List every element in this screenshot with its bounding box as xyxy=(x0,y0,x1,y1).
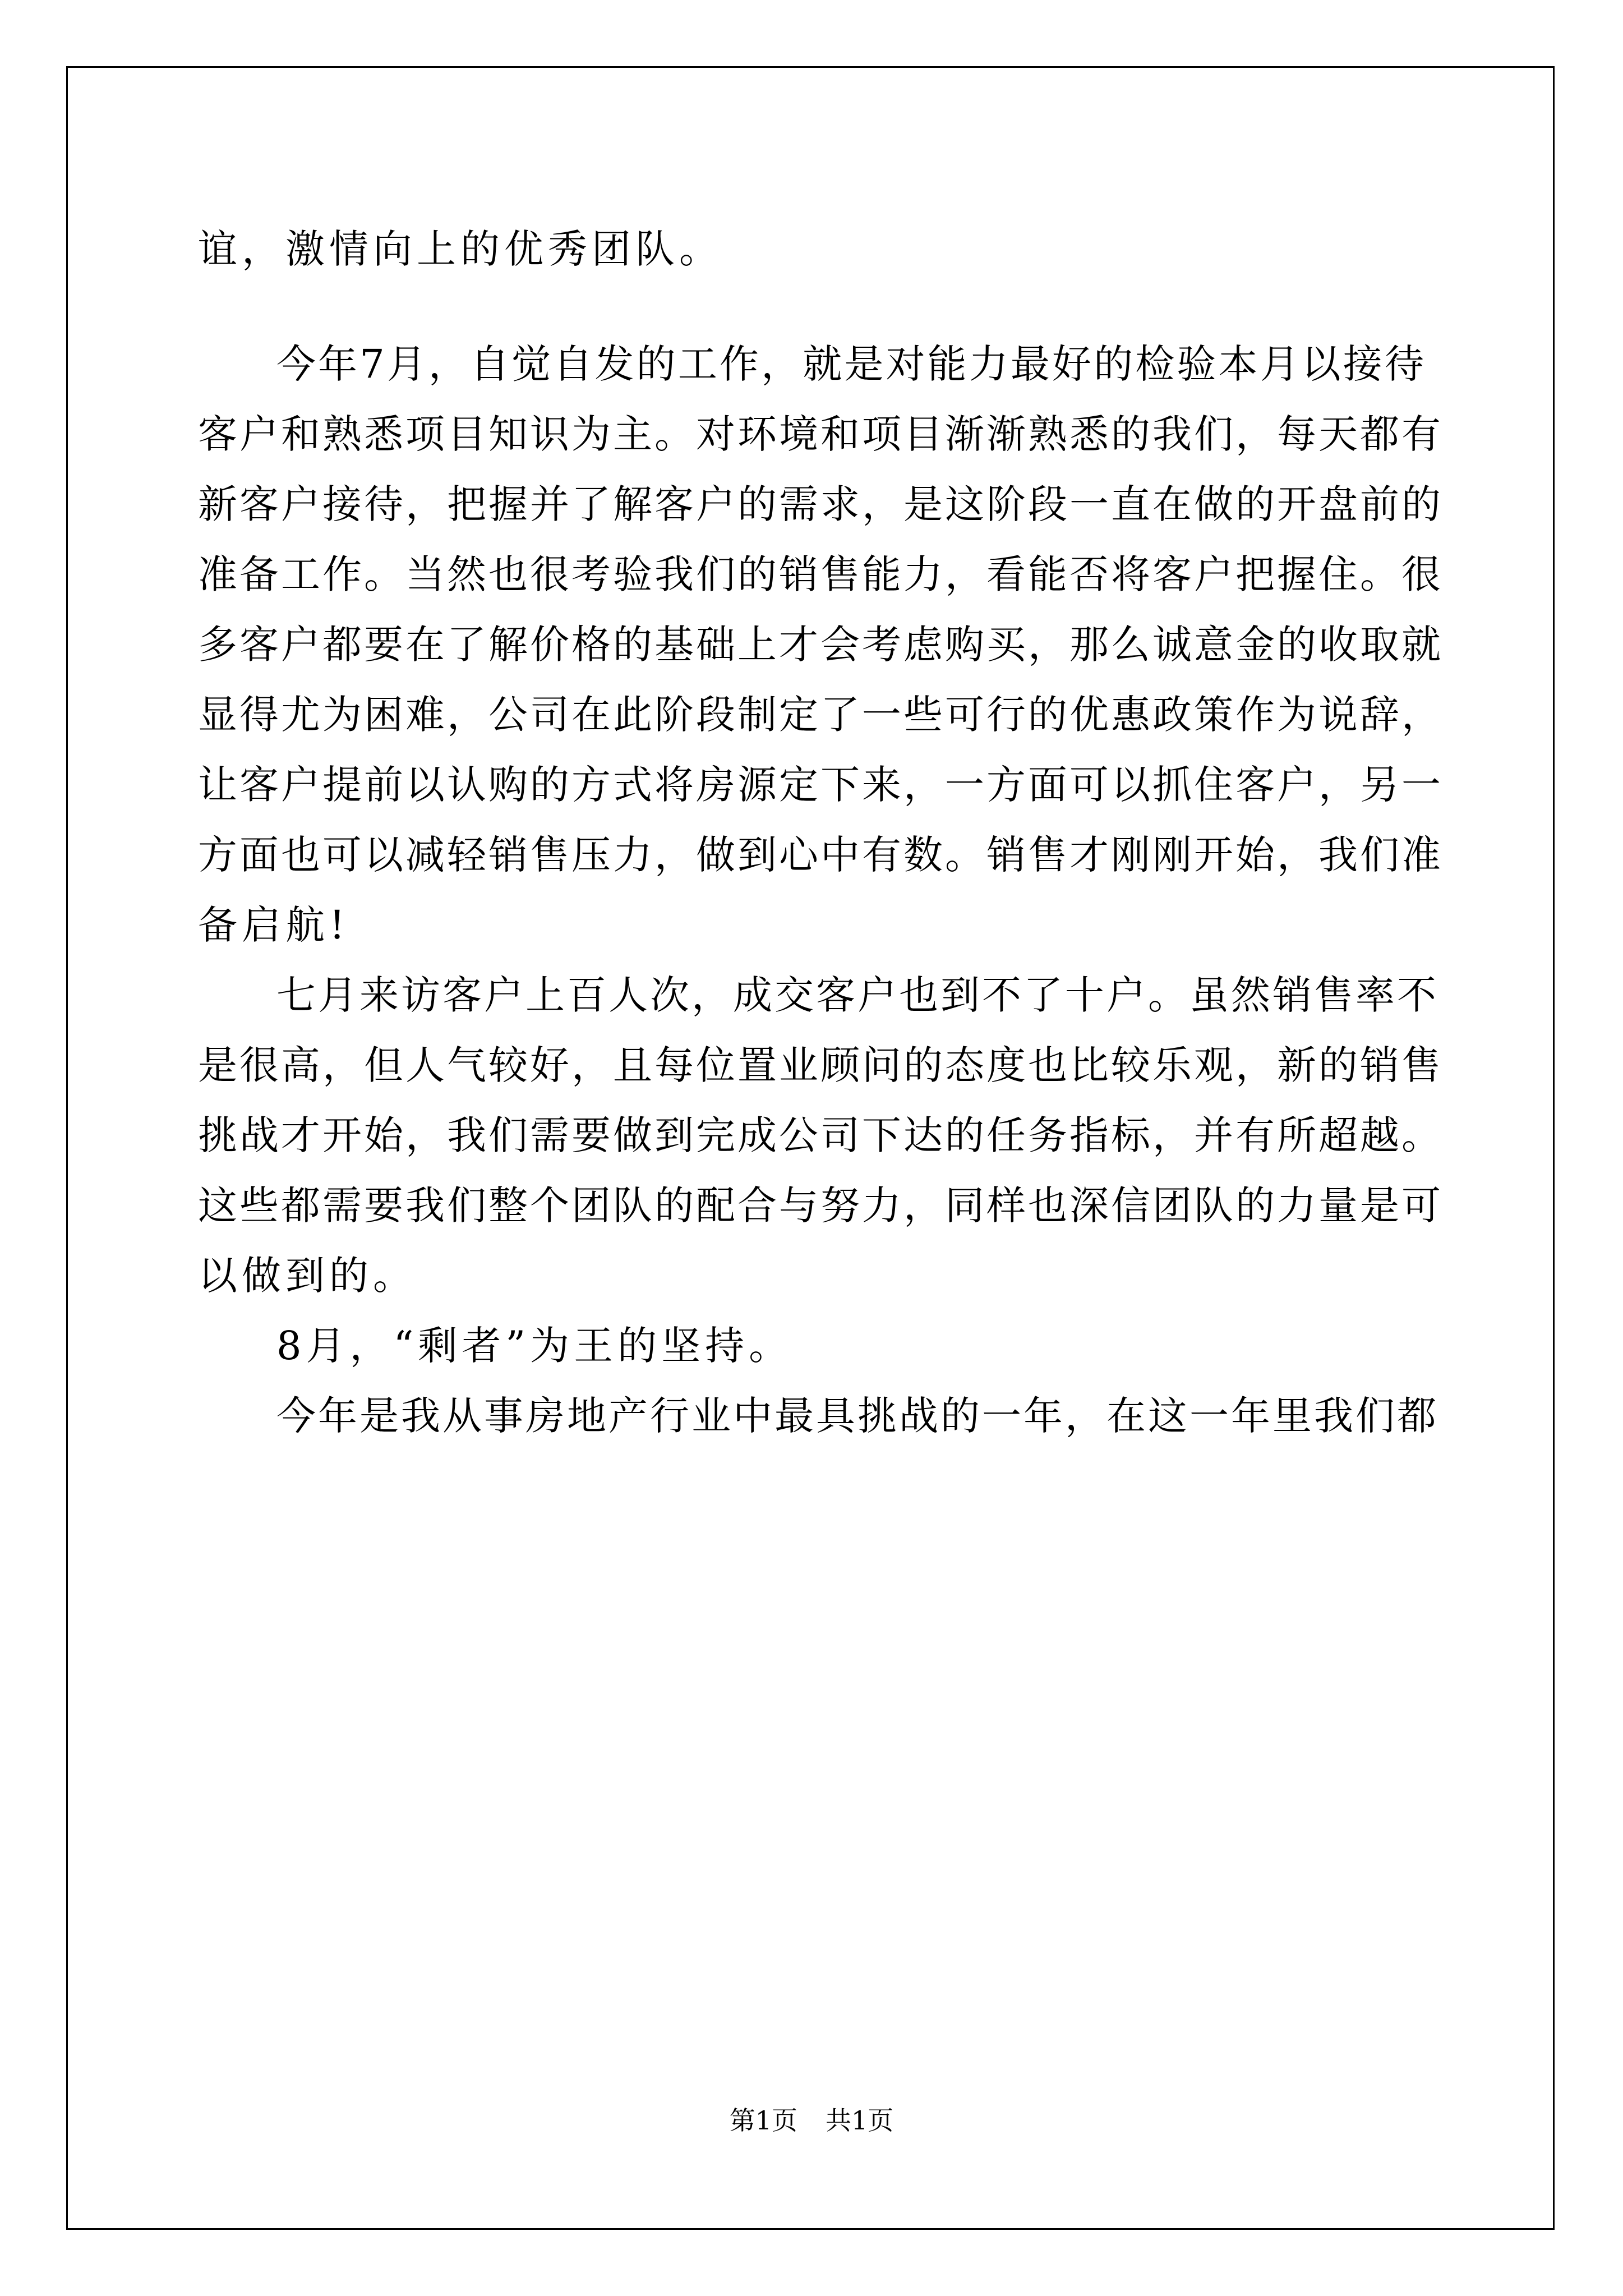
page-number: 第1页 xyxy=(729,2105,797,2136)
text-line: 这些都需要我们整个团队的配合与努力，同样也深信团队的力量是可 xyxy=(198,1182,1443,1228)
text-line: 备启航! xyxy=(198,902,350,948)
text-line: 方面也可以减轻销售压力，做到心中有数。销售才刚刚开始，我们准 xyxy=(198,832,1443,878)
text-line: 客户和熟悉项目知识为主。对环境和项目渐渐熟悉的我们，每天都有 xyxy=(198,411,1443,457)
text-line: 以做到的。 xyxy=(198,1253,417,1299)
text-line: 多客户都要在了解价格的基础上才会考虑购买，那么诚意金的收取就 xyxy=(198,622,1443,668)
page-total: 共1页 xyxy=(826,2105,894,2136)
text-line: 显得尤为困难，公司在此阶段制定了一些可行的优惠政策作为说辞， xyxy=(198,692,1443,738)
text-line: 准备工作。当然也很考验我们的销售能力，看能否将客户把握住。很 xyxy=(198,551,1443,597)
text-line: 今年7月，自觉自发的工作，就是对能力最好的检验本月以接待 xyxy=(276,341,1426,387)
text-line: 让客户提前以认购的方式将房源定下来，一方面可以抓住客户，另一 xyxy=(198,762,1443,808)
text-line: 七月来访客户上百人次，成交客户也到不了十户。虽然销售率不 xyxy=(276,972,1438,1018)
text-line: 谊，激情向上的优秀团队。 xyxy=(198,226,723,272)
text-line: 今年是我从事房地产行业中最具挑战的一年，在这一年里我们都 xyxy=(276,1393,1438,1439)
text-line: 8月，“剩者”为王的坚持。 xyxy=(276,1323,793,1369)
text-line: 新客户接待，把握并了解客户的需求，是这阶段一直在做的开盘前的 xyxy=(198,481,1443,527)
page-footer xyxy=(0,2104,1623,2137)
text-line: 挑战才开始，我们需要做到完成公司下达的任务指标，并有所超越。 xyxy=(198,1112,1443,1158)
text-line: 是很高，但人气较好，且每位置业顾问的态度也比较乐观，新的销售 xyxy=(198,1042,1443,1088)
